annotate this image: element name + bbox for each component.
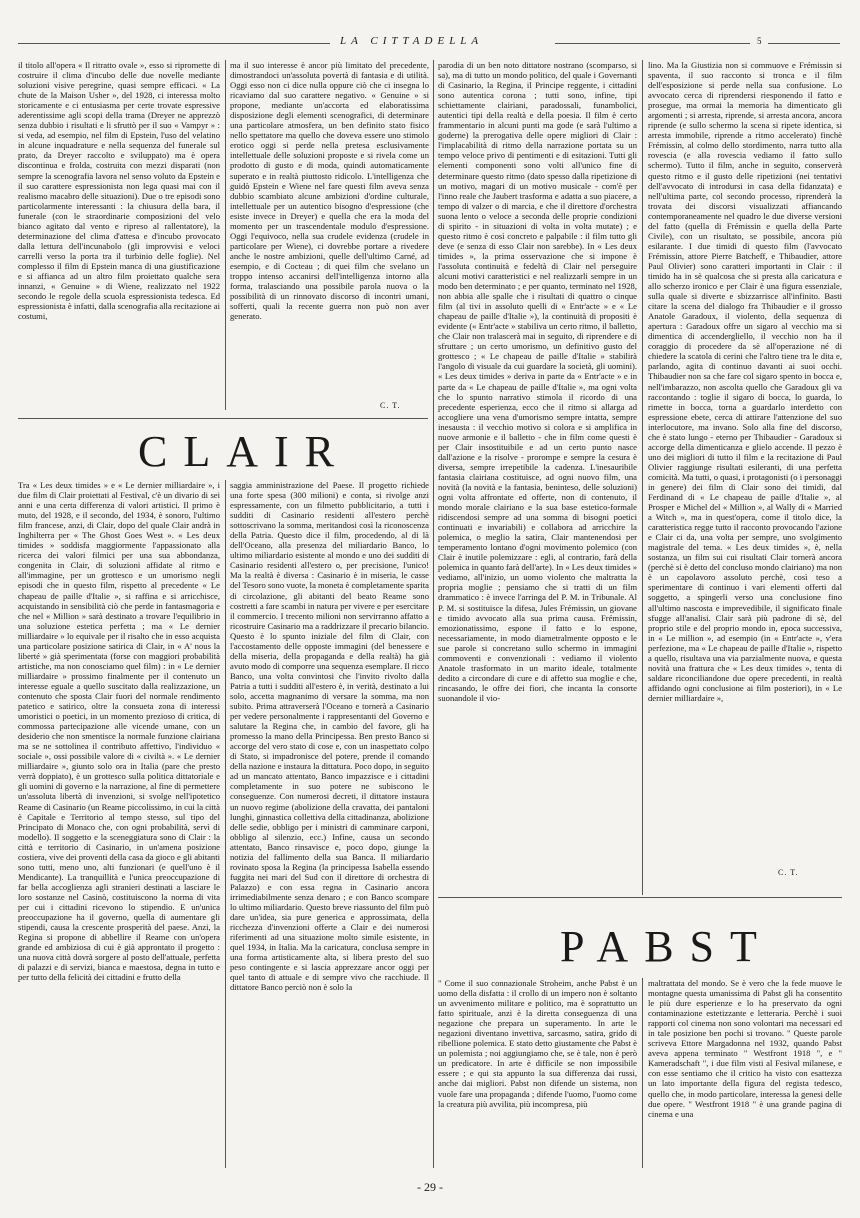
column-rule	[225, 60, 226, 410]
pabst-heading: PABST	[560, 922, 773, 971]
review-top-col-1: il titolo all'opera « Il ritratto ovale », esso si ripromette di costruire il clima d'incubo delle due novelle mediante soluzioni visive peregrine, quasi sempre efficaci. « La chute de la Maison Usher », del 1928, ci interessa molto storicamente e ci entusiasma per certe trovate espressive aderentissime agli scopi della trama (Dreyer ne apprezzò senza dubbio i risultati e li sfruttò per il suo « Vampyr » : si veda, ad esempio, nel film di Epstein, l'uso del velatino in alcune inquadrature e nella sequenza del funerale sul prato, da Dreyer raccolto e sviluppato) ma è opera discontinua e frolda, costruita con mezzi disparati (non sempre la scenografia lavora nel senso voluto da Epstein e il suo carattere espressionista non lega quasi mai con il realismo macabro delle situazioni). Due o tre episodi sono particolarmente interessanti : la chiusura della bara, il funerale (con le straordinarie composizioni del velo bianco agitato dal vento e ripreso al rallentatore), la determinazione del clima d'attesa e d'incubo provocato dalla lettura dell'incunabolo (gli improvvisi e veloci carrelli verso la porta tra il turbinio delle foglie). Nel complesso il film di Epstein manca di una giustificazione e si affianca ad un altro film proiettato qualche sera innanzi, « Genuine » di Wiene, realizzato nel 1922 secondo le regole della scuola espressionista tedesca. Ed espressionista è infatti, dalla scenografia alla recitazione ai costumi,	[18, 60, 220, 322]
column-rule	[642, 60, 643, 895]
header-page-number: 5	[757, 36, 762, 46]
clair-col-2: saggia amministrazione del Paese. Il progetto richiede una forte spesa (300 milioni) e conta, si rivolge anzi espressamente, con un filmetto pubblicitario, a tutti i sudditi di Casinario residenti all'estero perchè sottoscrivano la somma, meritandosi così la riconoscenza della Patria. Questo dice il film, procedendo, al di là dell'Oceano, alla presenza del miliardario Banco, lo ultimo miliardario esistente al mondo e uno dei sudditi di Casinario residenti all'estero o, per precisione, l'unico! Ma la realtà è diversa : Casinario è in miseria, le casse del Tesoro sono vuote, la moneta è completamente sparita di circolazione, gli abitanti del beato Reame sono costretti a fare scambi in natura per vivere e per esercitare il commercio. I trecento milioni non servirranno affatto a ricostruire Casinario ma a raddrizzare il precario bilancio. Questo è lo spunto iniziale del film di Clair, con l'accostamento delle opposte immagini (del benessere e della miseria, della propaganda e della realtà) ha già avuto modo di comporre una sequenza esemplare. Il ricco Banco, una volta convintosi che l'invito rivolto dalla Patria a tutti i sudditi all'estero è, in verità, destinato a lui solo, accetta magnanimo di versare la somma, ma non subito. Prima attraverserà l'Oceano e tornerà a Casinario per vedere personalmente i rappresentanti del Governo e salutare la Regina che, in cambio del favore, gli ha promesso la mano della Principessa. Ben presto Banco si accorge del vero stato di cose e, con un inaspettato colpo di Stato, si impadronisce del potere, prende il comando della nazione e instaura la dittatura. Poco dopo, in seguito ad un mancato attentato, Banco impazzisce e i cittadini completamente in suo potere ne subiscono le conseguenze. Con numerosi decreti, il dittatore instaura un nuovo regime (abolizione della cravatta, dei pantaloni lunghi, ginnastica collettiva della cittadinanza, abolizione delle sedie, obbligo per i ministri di camminare carponi, obbligo al silenzio, ecc.) Infine, causa un secondo attentato, Banco rinsavisce e, poco dopo, giunge la notizia del fallimento della sua Banca. Il miliardario rovinato sposa la Regina (la principessa Isabella essendo fuggita nei mari del Sud con il direttore di orchestra di Palazzo) e con essa regna in Casinario ancora irrimediabilmente senza denaro ; e con Banco scompare lo ultimo miliardario. Questo breve riassunto del film può dare un'idea, sia pure generica e approssimata, della ricchezza d'invenzioni offerte a Clair e dei numerosi riferimenti ad una situazione molto simile esistente, in quel 1934, in Italia. Ma la caricatura, conclusa sempre in una forma artisticamente alta, si libera presto del suo peso contingente e si lascia apprezzare ancor oggi per quel tanto di attuale e di sempre vivo che racchiude. Il dittatore Banco perciò non è solo la	[230, 480, 429, 993]
column-rule	[225, 480, 226, 1168]
column-rule	[433, 60, 434, 1168]
review-top-col-2: ma il suo interesse è ancor più limitato del precedente, dimostrandoci un'assoluta povertà di fantasia e di utilità. Oggi esso non ci dice nulla oppure ciò che ci insegna lo ricaviamo dal suo carattere negativo. « Genuine » si propone, mediante un'accorta ed elaboratissima disposizione degli elementi scenografici, di determinare una particolare atmosfera, un ben definito stato fisico nello spettatore ma quello che doveva essere uno stimolo erotico oggi si perde nella pretesa esclusivamente intellettuale delle soluzioni proposte e si rivela come un prodotto di gusto e di moda, quindi automaticamente superato e in realtà piuttosto ridicolo. L'intelligenza che guidò Epstein e Wiene nel fare questi film aveva senza dubbio scambiato alcune ambizioni d'ordine culturale, intellettuale per un autentico bisogno d'espressione (che esiste invece in Dreyer) e quella che era la moda del momento per un trascendentale modulo d'espressione. Oggi l'equivoco, nella sua crudele evidenza (crudele in particolare per Wiene), ci dovrebbe portare a rivedere anche le nostre ambizioni, quelle dell'ultimo Carné, ad esempio, e di Cocteau ; di quei film che svelano un troppo intenso accanirsi dell'intelligenza intorno alla forma, tralasciando una possibile parola nuova o la possibilità di un rinnovato discorso di incontri umani, sofferti, quali la recente guerra non può non aver generato.	[230, 60, 429, 322]
clair-col-4: lino. Ma la Giustizia non si commuove e Frémissin si spaventa, il suo racconto si tronca e il film dell'esposizione si perde nella sua confusione. Lo avvocato cerca di riprendersi riesponendo il fatto e prosegue, ma ormai la memoria ha dimenticato gli argomenti ; si arresta, riprende, si arresta ancora, ancora riprende (e sullo schermo la scena si ripete identica, si arresta immobile, riprende a ritmo accelerato) finchè Frémissin, al colmo dello stordimento, narra tutto alla rovescia (e alla rovescia vediamo il fatto sullo schermo). Tutto il film, anche in seguito, conserverà questo ritmo e il gusto delle ripetizioni (nei tentativi dell'avvocato di introdursi in casa della fidanzata) e nell'ultima parte, col secondo processo, riprenderà la trovata dei discorsi visualizzati affiancando contemporaneamente nel quadro le due diverse versioni del fatto (quella di Frémissin e quella della Parte Civile), con un risultato, se possibile, ancora più esilarante. I due timidi di questo film (l'avvocato Frémissin, attore Pierre Batcheff, e Thibaudier, attore Paul Olivier) sono caratteri importanti in Clair : il timido ha in sè qualcosa che si presta alla caricatura e allo scherzo ironico e per Clair è una figura essenziale, sulla quale si diverte e sbizzarrisce all'infinito. Basti citare la scena del dialogo fra Thibaudier e il grosso Anatole Garadoux, il violento, della sequenza di apertura : Garadoux offre un sigaro al vecchio ma si dimentica di accendergliello, il vecchio non ha il coraggio di procedere da sè all'operazione né di chiedere la scatola di cerini che l'altro tiene tra le dita e, parlando, agita di continuo davanti ai suoi occhi. Thibaudier non sa che fare col sigaro spento in bocca e, nell'imbarazzo, non ascolta quello che Garadoux gli va raccontando : toglie il sigaro di bocca, lo guarda, lo rimette in bocca, torna a guardarlo interdetto con espressione ebete, cerca di attirare l'attenzione del suo interlocutore, ma invano. Solo alla fine del discorso, che è stato lungo - eterno per Thibaudier - Garadoux si accorge della dimenticanza e glielo accende. Il pezzo è uno dei migliori di tutto il film e la recitazione di Paul Olivier raggiunge risultati esileranti, di una perfetta comicità. Ma tutti, o quasi, i protagonisti (o i personaggi in genere) dei film di Clair sono dei timidi, dal Ferdinand di « Le chapeau de paille d'Italie », al Prosper e Michel del « Million », al Wally di « Married a Witch », ma in quest'opera, come il titolo dice, la caratteristica regge tutto il racconto provocando l'azione e Clair ci da, una volta per sempre, uno svolgimento magistrale del tema. « Les deux timides », è, nella sostanza, un film sui cui risultati Clair tornerà ancora (perchè si è detto del concluso mondo clairiano) ma non è un capolavoro assoluto perchè, così teso a sperimentare di continuo i vari elementi offerti dal soggetto, a spingerli verso una conclusione fino all'ultimo nascosta e imprevedibile, il significato finale sfugge all'analisi. Clair sarà più padrone di sè, del proprio stile e del proprio mondo in, epoca successiva, in « Le million », ad esempio (in « Entr'acte », v'era perfezione, ma « Le chapeau de paille d'Italie », rispetto a quello, risultava una via parzialmente nuova, e questa novità una frattura che « Les deux timides », tenta di saldare riconciliandone due opere precedenti, in realtà affidando ogni conclusione ai film posteriori), in « Le dernier milliardaire »,	[648, 60, 842, 703]
running-header: LA CITTADELLA	[340, 35, 484, 47]
section-rule	[18, 418, 428, 419]
header-rule-left	[18, 43, 330, 44]
review-top-signature: C. T.	[380, 401, 401, 410]
header-rule-end	[768, 43, 840, 44]
clair-col-1: Tra « Les deux timides » e « Le dernier milliardaire », i due film di Clair proiettati al Festival, c'è un divario di sei anni e una certa differenza di valori artistici. Il primo è muto, del 1928, e il secondo, del 1934, è sonoro, l'ultimo film francese, anzi, di Clair, dopo del quale Clair andrà in Inghilterra per « The Ghost Goes West ». « Les deux timides » soddisfa maggiormente l'appassionato alla ricerca dei valori filmici per una sua abbondanza, congenita in Clair, di soluzioni affidate al ritmo e all'immagine, per un grottesco e un umorismo negli episodi che in questo film, rispetto al precedente « Le chapeau de paille d'Italie », si raffina e si arricchisce, acquistando in sensibilità ciò che perde in fantasmagoria e che nel « Million » sarà destinato a trovare l'equilibrio in una soluzione estetica perfetta ; ma « Le dernier milliardaire » lo equivale per il risalto che in esso acquista una particolare posizione satirica di Clair, in « A' nous la liberté » già sperimentata (forse con maggiori probabilità artistiche, ma non conosciamo quel film) : in « Le dernier milliardaire » prossimo finalmente per il contenuto un interesse eguale a quello suscitato dalla realizzazione, un contenuto che sposta Clair fuori del normale rendimento patetico e satirico, oltre la consueta zona di interessi umoristici o poetici, in un momento prezioso di critica, di commossa partecipazione alle vicende umane, con un desiderio che non smentisce la normale funzione clairiana ma se ne sottolinea il contributo affettivo, l'individuo « sociale », ossi possibile valore di « civiltà ». « Le dernier milliardaire », giunto solo ora in Italia (pare che presto verrà doppiato), è un grottesco sulla politica dittatoriale e gli uomini di governo e la narrazione, al fine di permettere un'assoluta libertà di invenzioni, si svolge nell'ipotetico Reame di Casinario (un Reame piccolissimo, in cui la città è Capitale e Territorio al tempo stesso, sul tipo del Principato di Monaco che, con ogni probabilità, servì di modello). Il soggetto e la sceneggiatura sono di Clair : la città e territorio di Casinario, in un'amena posizione costiera, vive dei proventi della casa da gioco e gli abitanti sono tutti, meno uno, alti funzionari (e quell'uno è il Mendicante). La tranquillità e l'unica preoccupazione di far bella accoglienza agli stranieri destinati a lasciare le loro sostanze nel Casinò, costituiscono la norma di vita per cui i cittadini ricevono lo stipendio. E un'unica preoccupazione ha il governo, quella di aumentare gli stipendi, causa la crescente prosperità del paese. Anzi, la Regina si propone di abbellire il Reame con un'opera grande ed ambiziosa di cui è già approntato il progetto : una nuova città dovrà sorgere al posto dell'attuale, perfetta di palazzi e di servizi, bianca e maestosa, degna in tutto e per tutto della felicità dei cittadini e frutto della	[18, 480, 220, 983]
pabst-col-1: " Come il suo connazionale Stroheim, anche Pabst è un uomo della disfatta : il crollo di un impero non è soltanto un avvenimento militare e politico, ma è soprattutto un fatto spirituale, anzi è la diretta conseguenza di una negazione che prepara un superamento. In arte le negazioni diventano invettiva, sarcasmo, satira, grido di ribellione polemica. E stato detto giustamente che Pabst è un polemista ; noi aggiungiamo che, se è tale, non è però un predicatore. In arte è difficile se non impossibile essere ; e qui sta appunto la sua differenza dai russi, anche dai migliori. Pabst non difende un sistema, non vuole fare una propaganda ; difende l'uomo, l'uomo come la creatura più avvilita, più incompresa, più	[438, 978, 637, 1109]
clair-heading: CLAIR	[138, 427, 350, 476]
clair-signature: C. T.	[778, 868, 799, 877]
section-rule	[438, 897, 842, 898]
clair-col-3: parodia di un ben noto dittatore nostrano (scomparso, si sa), ma di tutto un mondo politico, del quale i Governanti di Casinario, la Regina, il Principe reggente, i cittadini sono autentica corona ; tutti sono, infine, tipi schiettamente clairiani, paradossali, funambolici, autentici tipi della realtà e della poesia. Il film è certo frammentario in alcuni punti ma gode (e sarà l'ultimo a goderne) la prerogativa delle opere migliori di Clair : l'implacabilità di ritmo della narrazione portata su un tempo veloce privo di pentimenti e di esitazioni. Tutti gli elementi componenti sono volti all'unico fine di determinare questo ritmo (dato spesso dalla ripetizione di un motivo, magari di un motivo musicale - com'è per l'inno reale che Jaubert trasforma e adatta a suo piacere, a tempo di valzer o di marcia, e che il direttore d'orchestra suona lento o veloce a seconda delle proprie condizioni di spirito - in situazioni di volta in volta mutate) ; e questo ritmo è così concreto e palpabile : il film tutto gli deve (e senza di esso Clair non sarebbe). In « Les deux timides », la prima osservazione che si impone è l'assoluta continuità e fedeltà di Clair nel perseguire alcuni motivi caratteristici e nel realizzarli sempre in un modo ben determinato ; e per quanto, terminato nel 1928, non abbia alle spalle che i risultati di quattro o cinque film (al tivi in assoluto quelli di « Entr'acte » e « Le chapeau de paille d'Italie »), la continuità di propositi è evidente (« Entr'acte » stabiliva un certo ritmo, il balletto, che Clair non tralascerà mai in seguito, di riprendere e di sfruttare ; un certo umorismo, un definitivo gusto del grottesco ; « Le chapeau de paille d'Italie » stabilirà l'angolo di visuale da cui guardare la società, gli uomini). « Les deux timides » deriva in parte da « Entr'acte » e in parte da « Le chapeau de paille d'Italie », ma ogni volta che lo spunto narrativo stimola il ricordo di una precedente esperienza, ecco che il ritmo si allarga ad accogliere una vena d'umorismo sempre intatta, sempre inesausta : il vecchio motivo si colora e si amplifica in nuove armonie e il balletto - che in film come questi è per Clair insostituibile e ad un certo punto nasce dall'azione e la risolve - prorompe e sempre la cesura è diversa, sempre irrepetibile la cadenza. L'inesauribile fantasia clairiana costituisce, ad ogni nuovo film, una novità (la novità e la fantasia, beninteso, delle soluzioni) ogni volta affrontate ed offerte, non di contenuto, il mondo morale clairiano e la sua base estetico-formale ridiscendosi sempre ad una somma di bisogni poetici continuati e invariabili) e collabora ad arricchire la polemica, o meglio la satira, Clair mantenendosi per temperamento lontano d'ogni movimento polemico (con Clair è inutile polemizzare : egli, al contrario, farà della polemica in quanto farà dell'arte). In « Les deux timides » vediamo, all'inizio, un uomo violento che maltratta la propria moglie ; pensiamo che si tratti di un film drammatico : è invece l'arringa del P. M. in Tribunale. Al P. M. si sostituisce la difesa, Jules Frémissin, un giovane e timido avvocato alla sua prima causa. Frémissin, emozionatissimo, espone il fatto e lo espone, necessariamente, in modo diametralmente opposto e le sue parole si concretano sullo schermo in immagini commoventi e convenzionali : vediamo il violento Anatole trasformato in un marito ideale, totalmente dedito a circondare di cure e di affetto sua moglie e che, rincasando, le offre dei fiori, che incanta la consorte suonandole il vio-	[438, 60, 637, 703]
page-folio: - 29 -	[417, 1180, 443, 1194]
column-rule	[642, 978, 643, 1168]
pabst-col-2: maltrattata del mondo. Se è vero che la fede muove le montagne questa umanissima di Pabst gli ha consentito le più dure esperienze e lo ha preservato da ogni contaminazione estetizzante e letteraria. Perchè i suoi rapporti col cinema non sono volontari ma necessari ed in tale posizione ben pochi si trovano. " Queste parole scriveva Ettore Margadonna nel 1932, quando Pabst aveva appena terminato " Westfront 1918 ", e " Kameradschaft ", i due film visti al Fesival milanese, e con esse sentiamo che il critico ha visto con esattezza un lato importante della figura del regista tedesco, quello che, in modo particolare, interessa la genesi delle due opere. " Westfront 1918 " è una grande pagina di cinema e una	[648, 978, 842, 1119]
header-rule-right	[555, 43, 750, 44]
